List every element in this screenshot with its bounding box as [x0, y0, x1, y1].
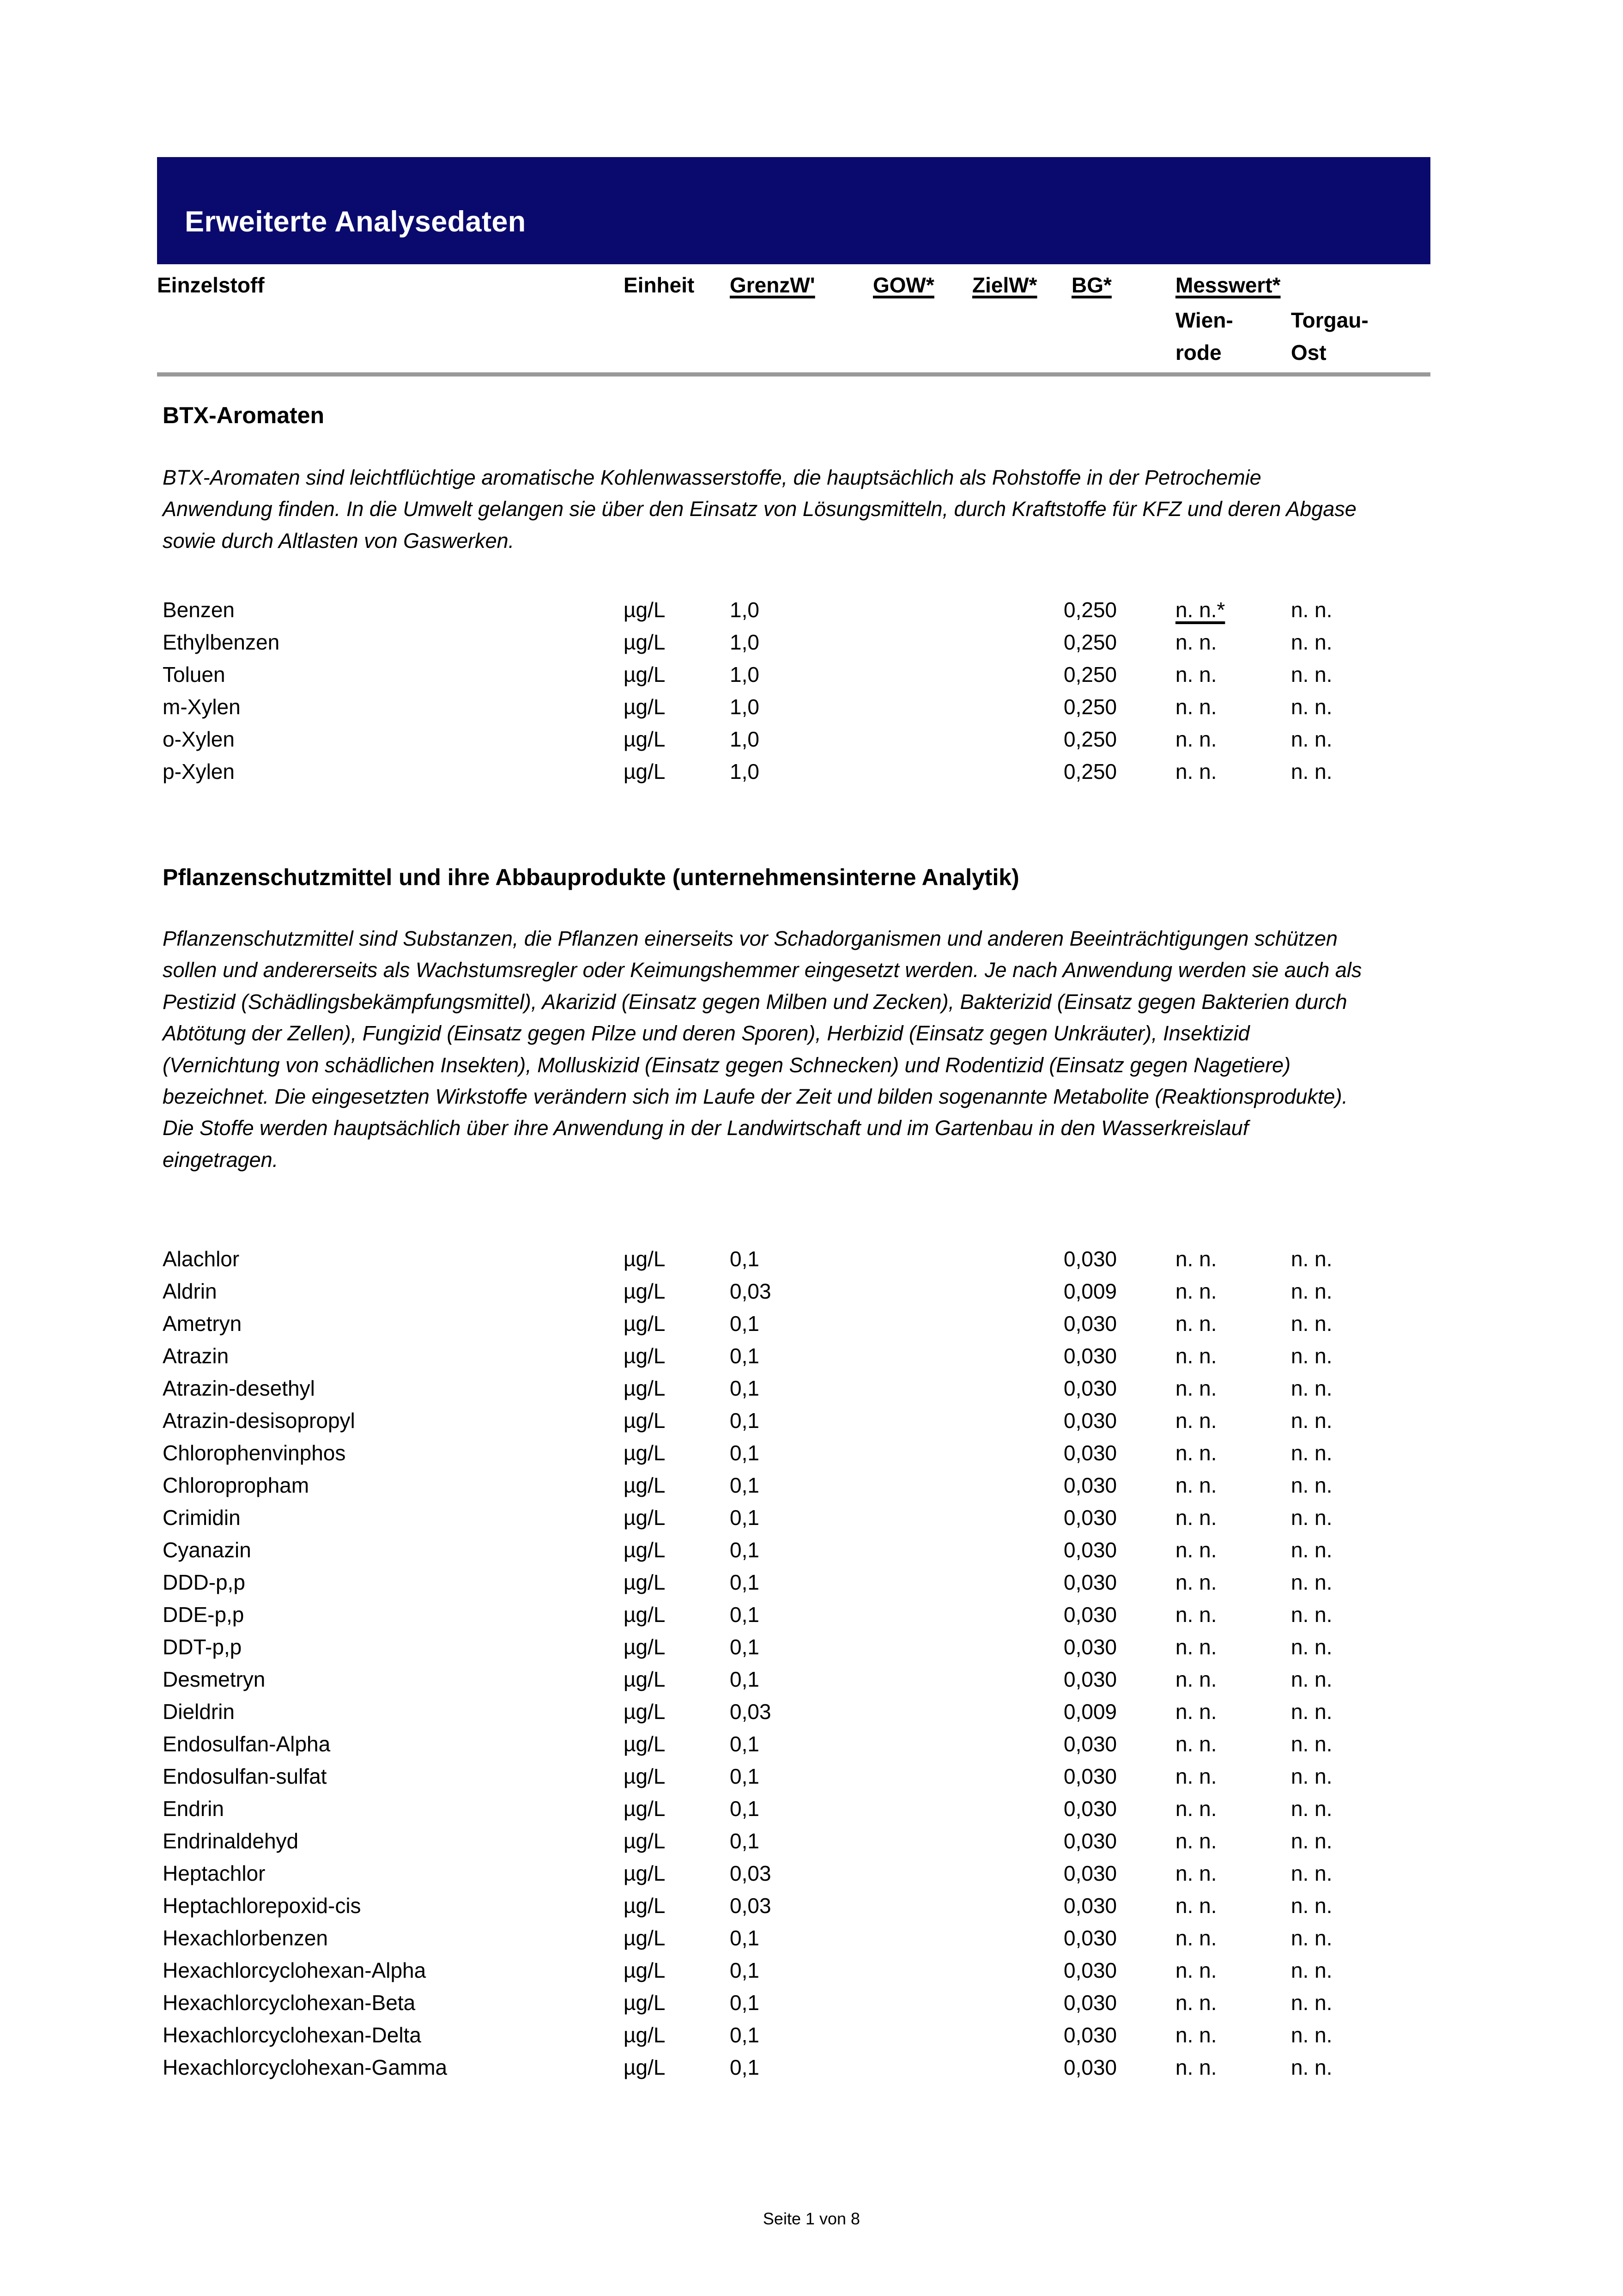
bg-value: 0,030	[1064, 1376, 1117, 1400]
substance-name: DDT-p,p	[163, 1635, 242, 1659]
measurement-torgau-ost: n. n.	[1291, 1570, 1332, 1594]
page-title: Erweiterte Analysedaten	[185, 206, 526, 238]
measurement-torgau-ost: n. n.	[1291, 1635, 1332, 1659]
bg-value: 0,030	[1064, 1635, 1117, 1659]
unit-value: µg/L	[624, 1247, 666, 1271]
measurement-wienrode: n. n.	[1175, 1247, 1217, 1271]
measurement-torgau-ost: n. n.	[1291, 1506, 1332, 1530]
unit-value: µg/L	[624, 1829, 666, 1853]
substance-name: Atrazin-desethyl	[163, 1376, 315, 1400]
bg-value: 0,030	[1064, 2055, 1117, 2079]
grenzwert-value: 0,1	[730, 1376, 759, 1400]
measurement-torgau-ost: n. n.	[1291, 1473, 1332, 1497]
measurement-torgau-ost: n. n.	[1291, 630, 1332, 654]
unit-value: µg/L	[624, 662, 666, 686]
table-row	[157, 1922, 1430, 1954]
column-header-site-torgauost-line2: Ost	[1291, 340, 1326, 364]
bg-value: 0,250	[1064, 759, 1117, 784]
measurement-torgau-ost: n. n.	[1291, 598, 1332, 622]
grenzwert-value: 0,1	[730, 1958, 759, 1982]
substance-name: Endrinaldehyd	[163, 1829, 299, 1853]
unit-value: µg/L	[624, 1700, 666, 1724]
measurement-wienrode: n. n.	[1175, 1376, 1217, 1400]
grenzwert-value: 0,1	[730, 1441, 759, 1465]
measurement-wienrode: n. n.	[1175, 1926, 1217, 1950]
column-header-substance: Einzelstoff	[157, 273, 265, 297]
bg-value: 0,030	[1064, 1991, 1117, 2015]
grenzwert-value: 0,1	[730, 1829, 759, 1853]
measurement-torgau-ost: n. n.	[1291, 1279, 1332, 1303]
grenzwert-value: 0,1	[730, 1635, 759, 1659]
grenzwert-value: 0,1	[730, 1312, 759, 1336]
unit-value: µg/L	[624, 1570, 666, 1594]
unit-value: µg/L	[624, 1409, 666, 1433]
table-row	[157, 1663, 1430, 1695]
table-row	[157, 1469, 1430, 1501]
section-description-btx: BTX-Aromaten sind leichtflüchtige aromatische Kohlenwasserstoffe, die hauptsächlich als Rohstoffe in der Petrochemie Anwendung finden. In die Umwelt gelangen sie über den Einsatz von Lösungsmitteln, durch Kraftstoffe für KFZ und deren Abgase sowie durch Altlasten von Gaswerken.	[163, 466, 1357, 553]
table-row	[157, 1340, 1430, 1372]
header-divider	[157, 372, 1430, 377]
measurement-wienrode: n. n.	[1175, 1797, 1217, 1821]
measurement-wienrode: n. n.	[1175, 2055, 1217, 2079]
substance-name: Hexachlorcyclohexan-Gamma	[163, 2055, 448, 2079]
substance-name: Benzen	[163, 598, 235, 622]
column-header-gow[interactable]: GOW*	[873, 273, 934, 297]
bg-value: 0,030	[1064, 1894, 1117, 1918]
grenzwert-value: 0,1	[730, 2023, 759, 2047]
bg-value: 0,030	[1064, 1506, 1117, 1530]
measurement-wienrode: n. n.	[1175, 1700, 1217, 1724]
table-row	[157, 1889, 1430, 1922]
measurement-torgau-ost: n. n.	[1291, 727, 1332, 751]
measurement-torgau-ost: n. n.	[1291, 759, 1332, 784]
bg-value: 0,030	[1064, 1861, 1117, 1885]
bg-value: 0,030	[1064, 1247, 1117, 1271]
bg-value: 0,250	[1064, 598, 1117, 622]
substance-name: Toluen	[163, 662, 225, 686]
table-row	[157, 1760, 1430, 1792]
measurement-wienrode[interactable]: n. n.*	[1175, 598, 1225, 622]
grenzwert-value: 0,1	[730, 1344, 759, 1368]
substance-name: m-Xylen	[163, 695, 241, 719]
measurement-wienrode: n. n.	[1175, 1635, 1217, 1659]
table-row	[157, 1534, 1430, 1566]
measurement-torgau-ost: n. n.	[1291, 2055, 1332, 2079]
bg-value: 0,250	[1064, 695, 1117, 719]
measurement-torgau-ost: n. n.	[1291, 1603, 1332, 1627]
bg-value: 0,030	[1064, 1732, 1117, 1756]
bg-value: 0,030	[1064, 1344, 1117, 1368]
substance-name: Endosulfan-Alpha	[163, 1732, 331, 1756]
substance-name: Endrin	[163, 1797, 224, 1821]
measurement-torgau-ost: n. n.	[1291, 1991, 1332, 2015]
unit-value: µg/L	[624, 695, 666, 719]
column-header-site-wienrode-line1: Wien-	[1175, 308, 1233, 332]
measurement-wienrode: n. n.	[1175, 1441, 1217, 1465]
measurement-torgau-ost: n. n.	[1291, 1667, 1332, 1691]
column-header-site-torgauost-line1: Torgau-	[1291, 308, 1369, 332]
column-header-site-wienrode-line2: rode	[1175, 340, 1222, 364]
grenzwert-value: 1,0	[730, 630, 759, 654]
unit-value: µg/L	[624, 1603, 666, 1627]
grenzwert-value: 1,0	[730, 727, 759, 751]
column-header-grenzwert[interactable]: GrenzW'	[730, 273, 815, 297]
table-row	[157, 2019, 1430, 2051]
bg-value: 0,250	[1064, 727, 1117, 751]
table-row	[157, 1825, 1430, 1857]
measurement-torgau-ost: n. n.	[1291, 1409, 1332, 1433]
measurement-torgau-ost: n. n.	[1291, 1797, 1332, 1821]
substance-name: DDE-p,p	[163, 1603, 244, 1627]
substance-name: Aldrin	[163, 1279, 217, 1303]
measurement-torgau-ost: n. n.	[1291, 1376, 1332, 1400]
unit-value: µg/L	[624, 1344, 666, 1368]
table-row	[157, 1404, 1430, 1437]
grenzwert-value: 0,03	[730, 1861, 771, 1885]
unit-value: µg/L	[624, 1473, 666, 1497]
substance-name: Heptachlor	[163, 1861, 266, 1885]
bg-value: 0,030	[1064, 1603, 1117, 1627]
table-row	[157, 2051, 1430, 2083]
bg-value: 0,030	[1064, 1958, 1117, 1982]
measurement-wienrode: n. n.	[1175, 1473, 1217, 1497]
table-row	[157, 1501, 1430, 1534]
measurement-torgau-ost: n. n.	[1291, 1958, 1332, 1982]
bg-value: 0,030	[1064, 1764, 1117, 1788]
measurement-wienrode: n. n.	[1175, 1861, 1217, 1885]
measurement-torgau-ost: n. n.	[1291, 1829, 1332, 1853]
grenzwert-value: 0,1	[730, 1409, 759, 1433]
column-header-bg[interactable]: BG*	[1072, 273, 1112, 297]
unit-value: µg/L	[624, 727, 666, 751]
table-row	[157, 1275, 1430, 1307]
unit-value: µg/L	[624, 1958, 666, 1982]
table-row	[157, 1695, 1430, 1728]
grenzwert-value: 1,0	[730, 662, 759, 686]
unit-value: µg/L	[624, 630, 666, 654]
substance-name: Endosulfan-sulfat	[163, 1764, 327, 1788]
column-header-unit: Einheit	[624, 273, 695, 297]
grenzwert-value: 0,1	[730, 1667, 759, 1691]
measurement-torgau-ost: n. n.	[1291, 695, 1332, 719]
unit-value: µg/L	[624, 1894, 666, 1918]
measurement-torgau-ost: n. n.	[1291, 1344, 1332, 1368]
substance-name: Ametryn	[163, 1312, 242, 1336]
measurement-wienrode: n. n.	[1175, 759, 1217, 784]
substance-name: p-Xylen	[163, 759, 235, 784]
unit-value: µg/L	[624, 1376, 666, 1400]
column-header-messwert[interactable]: Messwert*	[1175, 273, 1281, 297]
measurement-wienrode: n. n.	[1175, 1279, 1217, 1303]
measurement-wienrode: n. n.	[1175, 1312, 1217, 1336]
bg-value: 0,009	[1064, 1700, 1117, 1724]
measurement-wienrode: n. n.	[1175, 1732, 1217, 1756]
table-row	[157, 1437, 1430, 1469]
grenzwert-value: 0,03	[730, 1279, 771, 1303]
unit-value: µg/L	[624, 1926, 666, 1950]
measurement-torgau-ost: n. n.	[1291, 1538, 1332, 1562]
unit-value: µg/L	[624, 1732, 666, 1756]
measurement-wienrode: n. n.	[1175, 662, 1217, 686]
table-row	[157, 594, 1430, 626]
measurement-torgau-ost: n. n.	[1291, 1312, 1332, 1336]
measurement-torgau-ost: n. n.	[1291, 1894, 1332, 1918]
measurement-wienrode: n. n.	[1175, 1506, 1217, 1530]
grenzwert-value: 1,0	[730, 759, 759, 784]
measurement-torgau-ost: n. n.	[1291, 662, 1332, 686]
measurement-wienrode: n. n.	[1175, 1958, 1217, 1982]
section-description-pflanzenschutzmittel: Pflanzenschutzmittel sind Substanzen, die Pflanzen einerseits vor Schadorganismen und anderen Beeinträchtigungen schützen sollen und andererseits als Wachstumsregler oder Keimungshemmer eingesetzt werden. Je nach Anwendung werden sie auch als Pestizid (Schädlingsbekämpfungsmittel), Akarizid (Einsatz gegen Milben und Zecken), Bakterizid (Einsatz gegen Bakterien durch Abtötung der Zellen), Fungizid (Einsatz gegen Pilze und deren Sporen), Herbizid (Einsatz gegen Unkräuter), Insektizid (Vernichtung von schädlichen Insekten), Molluskizid (Einsatz gegen Schnecken) und Rodentizid (Einsatz gegen Nagetiere) bezeichnet. Die eingesetzten Wirkstoffe verändern sich im Laufe der Zeit und bilden sogenannte Metabolite (Reaktionsprodukte). Die Stoffe werden hauptsächlich über ihre Anwendung in der Landwirtschaft und im Gartenbau in den Wasserkreislauf eingetragen.	[163, 927, 1362, 1172]
substance-name: Hexachlorcyclohexan-Beta	[163, 1991, 416, 2015]
table-row	[157, 1307, 1430, 1340]
table-body-btx	[157, 594, 1430, 788]
section-heading-pflanzenschutzmittel: Pflanzenschutzmittel und ihre Abbauprodukte (unternehmensinterne Analytik)	[163, 864, 1019, 890]
measurement-torgau-ost: n. n.	[1291, 2023, 1332, 2047]
substance-name: Desmetryn	[163, 1667, 266, 1691]
measurement-wienrode: n. n.	[1175, 1991, 1217, 2015]
bg-value: 0,030	[1064, 1473, 1117, 1497]
grenzwert-value: 0,03	[730, 1894, 771, 1918]
substance-name: Dieldrin	[163, 1700, 235, 1724]
grenzwert-value: 0,1	[730, 1732, 759, 1756]
table-row	[157, 1243, 1430, 1275]
bg-value: 0,030	[1064, 1441, 1117, 1465]
unit-value: µg/L	[624, 1506, 666, 1530]
bg-value: 0,250	[1064, 630, 1117, 654]
grenzwert-value: 0,1	[730, 1506, 759, 1530]
table-row	[157, 1728, 1430, 1760]
grenzwert-value: 1,0	[730, 695, 759, 719]
bg-value: 0,030	[1064, 1409, 1117, 1433]
unit-value: µg/L	[624, 1764, 666, 1788]
measurement-wienrode: n. n.	[1175, 1667, 1217, 1691]
table-row	[157, 1598, 1430, 1631]
grenzwert-value: 1,0	[730, 598, 759, 622]
bg-value: 0,030	[1064, 1570, 1117, 1594]
table-row	[157, 1372, 1430, 1404]
table-row	[157, 1986, 1430, 2019]
bg-value: 0,030	[1064, 1797, 1117, 1821]
measurement-wienrode: n. n.	[1175, 1409, 1217, 1433]
unit-value: µg/L	[624, 1635, 666, 1659]
substance-name: Hexachlorcyclohexan-Alpha	[163, 1958, 426, 1982]
unit-value: µg/L	[624, 1312, 666, 1336]
grenzwert-value: 0,1	[730, 1473, 759, 1497]
table-body-pflanzenschutzmittel	[157, 1243, 1430, 2083]
substance-name: Atrazin-desisopropyl	[163, 1409, 355, 1433]
unit-value: µg/L	[624, 759, 666, 784]
measurement-wienrode: n. n.	[1175, 1344, 1217, 1368]
measurement-torgau-ost: n. n.	[1291, 1861, 1332, 1885]
table-row	[157, 755, 1430, 788]
grenzwert-value: 0,1	[730, 1247, 759, 1271]
table-row	[157, 1954, 1430, 1986]
bg-value: 0,030	[1064, 1312, 1117, 1336]
measurement-wienrode: n. n.	[1175, 630, 1217, 654]
measurement-wienrode: n. n.	[1175, 1829, 1217, 1853]
table-row	[157, 1566, 1430, 1598]
measurement-wienrode: n. n.	[1175, 1894, 1217, 1918]
grenzwert-value: 0,1	[730, 1991, 759, 2015]
grenzwert-value: 0,1	[730, 1603, 759, 1627]
substance-name: Hexachlorbenzen	[163, 1926, 328, 1950]
unit-value: µg/L	[624, 1441, 666, 1465]
unit-value: µg/L	[624, 1991, 666, 2015]
grenzwert-value: 0,1	[730, 1764, 759, 1788]
measurement-wienrode: n. n.	[1175, 1764, 1217, 1788]
report-title-banner	[157, 157, 1430, 264]
substance-name: DDD-p,p	[163, 1570, 245, 1594]
substance-name: Chloropropham	[163, 1473, 309, 1497]
table-row	[157, 1857, 1430, 1889]
bg-value: 0,030	[1064, 1829, 1117, 1853]
table-row	[157, 691, 1430, 723]
substance-name: Atrazin	[163, 1344, 229, 1368]
table-row	[157, 1631, 1430, 1663]
measurement-torgau-ost: n. n.	[1291, 1700, 1332, 1724]
grenzwert-value: 0,1	[730, 1570, 759, 1594]
measurement-torgau-ost: n. n.	[1291, 1732, 1332, 1756]
substance-name: Cyanazin	[163, 1538, 251, 1562]
bg-value: 0,030	[1064, 2023, 1117, 2047]
section-heading-btx: BTX-Aromaten	[163, 402, 325, 428]
bg-value: 0,009	[1064, 1279, 1117, 1303]
measurement-wienrode: n. n.	[1175, 727, 1217, 751]
substance-name: Ethylbenzen	[163, 630, 280, 654]
unit-value: µg/L	[624, 1861, 666, 1885]
substance-name: Chlorophenvinphos	[163, 1441, 346, 1465]
substance-name: Alachlor	[163, 1247, 240, 1271]
measurement-torgau-ost: n. n.	[1291, 1764, 1332, 1788]
unit-value: µg/L	[624, 1797, 666, 1821]
table-row	[157, 723, 1430, 755]
grenzwert-value: 0,1	[730, 1926, 759, 1950]
page-footer: Seite 1 von 8	[763, 2209, 860, 2228]
measurement-torgau-ost: n. n.	[1291, 1441, 1332, 1465]
measurement-wienrode: n. n.	[1175, 1603, 1217, 1627]
unit-value: µg/L	[624, 2055, 666, 2079]
bg-value: 0,030	[1064, 1667, 1117, 1691]
grenzwert-value: 0,1	[730, 2055, 759, 2079]
measurement-wienrode: n. n.	[1175, 1538, 1217, 1562]
grenzwert-value: 0,03	[730, 1700, 771, 1724]
table-row	[157, 626, 1430, 658]
measurement-torgau-ost: n. n.	[1291, 1926, 1332, 1950]
grenzwert-value: 0,1	[730, 1797, 759, 1821]
measurement-wienrode: n. n.	[1175, 695, 1217, 719]
substance-name: Hexachlorcyclohexan-Delta	[163, 2023, 421, 2047]
unit-value: µg/L	[624, 1279, 666, 1303]
column-header-zielwert[interactable]: ZielW*	[972, 273, 1037, 297]
measurement-wienrode: n. n.	[1175, 1570, 1217, 1594]
unit-value: µg/L	[624, 1667, 666, 1691]
table-row	[157, 1792, 1430, 1825]
bg-value: 0,030	[1064, 1926, 1117, 1950]
table-row	[157, 658, 1430, 691]
unit-value: µg/L	[624, 1538, 666, 1562]
grenzwert-value: 0,1	[730, 1538, 759, 1562]
substance-name: o-Xylen	[163, 727, 235, 751]
bg-value: 0,030	[1064, 1538, 1117, 1562]
table-header	[157, 264, 1430, 373]
measurement-wienrode: n. n.	[1175, 2023, 1217, 2047]
substance-name: Heptachlorepoxid-cis	[163, 1894, 361, 1918]
unit-value: µg/L	[624, 2023, 666, 2047]
substance-name: Crimidin	[163, 1506, 241, 1530]
unit-value: µg/L	[624, 598, 666, 622]
bg-value: 0,250	[1064, 662, 1117, 686]
measurement-torgau-ost: n. n.	[1291, 1247, 1332, 1271]
